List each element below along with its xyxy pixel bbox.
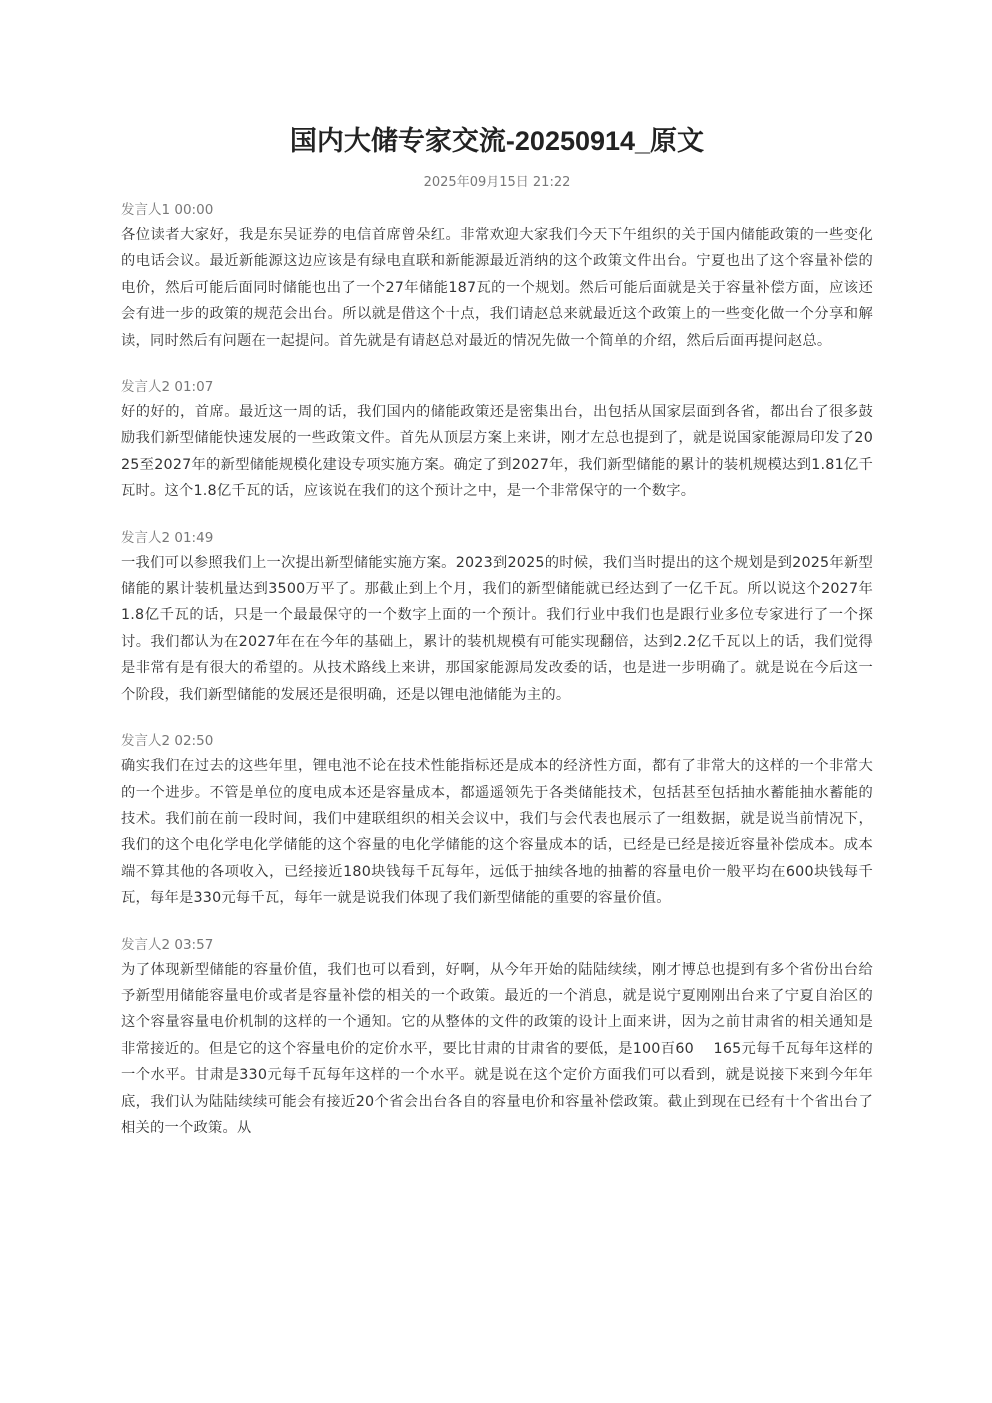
segment-text: 好的好的，首席。最近这一周的话，我们国内的储能政策还是密集出台，出包括从国家层面到各省，都出台了很多鼓励我们新型储能快速发展的一些政策文件。首先从顶层方案上来讲，刚才左总也提到了，就是说国家能源局印发了2025至2027年的新型储能规模化建设专项实施方案。确定了到2027年，我们新型储能的累计的装机规模达到1.81亿千瓦时。这个1.8亿千瓦的话，应该说在我们的这个预计之中，是一个非常保守的一个数字。 [121,404,873,500]
segment-text: 一我们可以参照我们上一次提出新型储能实施方案。2023到2025的时候，我们当时提出的这个规划是到2025年新型储能的累计装机量达到3500万平了。那截止到上个月，我们的新型储能就已经达到了一亿千瓦。所以说这个2027年1.8亿千瓦的话，只是一个最最保守的一个数字上面的一个预计。我们行业中我们也是跟行业多位专家进行了一个探讨。我们都认为在2027年在在今年的基础上，累计的装机规模有可能实现翻倍，达到2.2亿千瓦以上的话，我们觉得是非常有是有很大的希望的。从技术路线上来讲，那国家能源局发改委的话，也是进一步明确了。就是说在今后这一个阶段，我们新型储能的发展还是很明确，还是以锂电池储能为主的。 [121,554,873,703]
document-title: 国内大储专家交流-20250914_原文 [289,126,705,156]
speaker-timestamp: 发言人1 00:00 [121,202,214,218]
speaker-timestamp: 发言人2 02:50 [121,733,214,750]
segment-text: 确实我们在过去的这些年里，锂电池不论在技术性能指标还是成本的经济性方面，都有了非常大的这样的一个非常大的一个进步。不管是单位的度电成本还是容量成本，都遥遥领先于各类储能技术，包括甚至包括抽水蓄能抽水蓄能的技术。我们前在前一段时间，我们中建联组织的相关会议中，我们与会代表也展示了一组数据，就是说当前情况下，我们的这个电化学电化学储能的这个容量的电化学储能的这个容量成本的话，已经是已经是接近容量补偿成本。成本端不算其他的各项收入，已经接近180块钱每千瓦每年，远低于抽续各地的抽蓄的容量电价一般平均在600块钱每千瓦，每年是330元每千瓦，每年一就是说我们体现了我们新型储能的重要的容量价值。 [121,758,873,907]
transcript-segment [121,200,873,354]
segment-text: 为了体现新型储能的容量价值，我们也可以看到，好啊，从今年开始的陆陆续续，刚才博总也提到有多个省份出台给予新型用储能容量电价或者是容量补偿的相关的一个政策。最近的一个消息，就是说宁夏刚刚出台来了宁夏自治区的这个容量容量电价机制的这样的一个通知。它的从整体的文件的政策的设计上面来讲，因为之前甘肃省的相关通知是非常接近的。但是它的这个容量电价的定价水平，要比甘肃的甘肃省的要低，是100百60 165元每千瓦每年这样的一个水平。甘肃是330元每千瓦每年这样的一个水平。就是说在这个定价方面我们可以看到，就是说接下来到今年年底，我们认为陆陆续续可能会有接近20个省会出台各自的容量电价和容量补偿政策。截止到现在已经有十个省出台了相关的一个政策。从 [121,961,873,1136]
speaker-timestamp: 发言人2 03:57 [121,936,214,953]
document-date: 2025年09月15日 21:22 [423,175,571,190]
transcript-segment [121,528,873,708]
transcript [121,200,873,1164]
transcript-segment [121,731,873,911]
segment-text: 各位读者大家好，我是东吴证券的电信首席曾朵红。非常欢迎大家我们今天下午组织的关于国内储能政策的一些变化的电话会议。最近新能源这边应该是有绿电直联和新能源最近消纳的这个政策文件出台。宁夏也出了这个容量补偿的电价，然后可能后面同时储能也出了一个27年储能187瓦的一个规划。然后可能后面就是关于容量补偿方面，应该还会有进一步的政策的规范会出台。所以就是借这个十点，我们请赵总来就最近这个政策上的一些变化做一个分享和解读，同时然后有问题在一起提问。首先就是有请赵总对最近的情况先做一个简单的介绍，然后后面再提问赵总。 [121,227,873,349]
transcript-segment [121,935,873,1142]
speaker-timestamp: 发言人2 01:07 [121,379,214,396]
transcript-segment [121,377,873,505]
speaker-timestamp: 发言人2 01:49 [121,529,214,546]
